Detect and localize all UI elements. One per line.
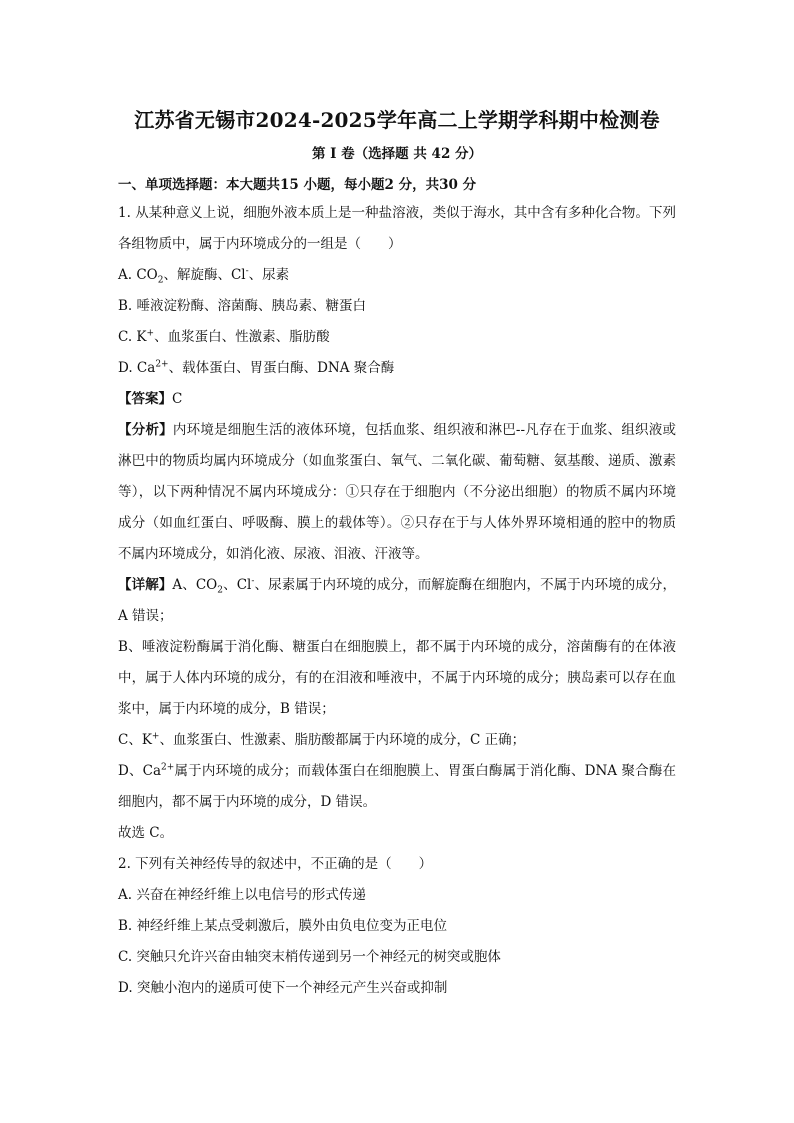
- question-1-detail-a: [118, 570, 676, 632]
- detail-a-text-end: 、尿素属于内环境的成分，而解旋酶在细胞内，不属于内环境的成分，A 错误；: [118, 577, 677, 624]
- option-a-text-end: 、尿素: [248, 267, 290, 283]
- question-1-option-c: [118, 322, 676, 353]
- answer-tag: 【答案】: [118, 391, 172, 407]
- question-1-option-a: [118, 260, 676, 291]
- section-heading: 一、单项选择题：本大题共15 小题，每小题2 分，共30 分: [118, 177, 477, 193]
- question-2-option-b: B. 神经纤维上某点受刺激后，膜外由负电位变为正电位: [118, 918, 448, 934]
- detail-a-superscript: -: [251, 576, 255, 587]
- detail-a-subscript: 2: [217, 585, 223, 596]
- question-2-option-c: C. 突触只允许兴奋由轴突末梢传递到另一个神经元的树突或胞体: [118, 949, 501, 965]
- question-1-stem: 1. 从某种意义上说，细胞外液本质上是一种盐溶液，类似于海水，其中含有多种化合物。下列各组物质中，属于内环境成分的一组是（ ）: [118, 205, 676, 252]
- detail-c-text-end: 、血浆蛋白、性激素、脂肪酸都属于内环境的成分，C 正确；: [159, 732, 526, 748]
- question-1-answer: [118, 384, 676, 415]
- detail-a-text: A、CO: [172, 577, 218, 593]
- option-d-superscript: 2+: [155, 359, 169, 370]
- detail-c-superscript: +: [151, 731, 160, 742]
- detail-d-text-end: 属于内环境的成分；而载体蛋白在细胞膜上、胃蛋白酶属于消化酶、DNA 聚合酶在细胞内，都不属于内环境的成分，D 错误。: [118, 763, 676, 810]
- option-d-text-end: 、载体蛋白、胃蛋白酶、DNA 聚合酶: [168, 360, 395, 376]
- question-2-stem: 2. 下列有关神经传导的叙述中，不正确的是（ ）: [118, 856, 433, 872]
- analysis-tag: 【分析】: [118, 422, 173, 438]
- option-a-text: A. CO: [118, 267, 158, 283]
- option-d-text: D. Ca: [118, 360, 156, 376]
- analysis-text: 内环境是细胞生活的液体环境，包括血浆、组织液和淋巴--凡存在于血浆、组织液或淋巴中的物质均属内环境成分（如血浆蛋白、氧气、二氧化碳、葡萄糖、氨基酸、递质、激素等），以下两种情况不属内环境成分：①只存在于细胞内（不分泌出细胞）的物质不属内环境成分（如血红蛋白、呼吸酶、膜上的载体等）。②只存在于与人体外界环境相通的腔中的物质不属内环境成分，如消化液、尿液、泪液、汗液等。: [118, 422, 677, 562]
- option-c-text: C. K: [118, 329, 147, 345]
- document-title: 江苏省无锡市2024-2025学年高二上学期学科期中检测卷: [134, 108, 660, 132]
- detail-a-text-mid: 、Cl: [223, 577, 252, 593]
- detail-c-text: C、K: [118, 732, 152, 748]
- question-2-option-a: A. 兴奋在神经纤维上以电信号的形式传递: [118, 887, 366, 903]
- option-a-text-mid: 、解旋酶、Cl: [163, 267, 246, 283]
- document-subtitle: 第 I 卷（选择题 共 42 分）: [311, 146, 483, 162]
- option-a-superscript: -: [245, 266, 249, 277]
- option-a-subscript: 2: [157, 275, 164, 286]
- answer-value: C: [172, 391, 183, 407]
- question-1-detail-b: B、唾液淀粉酶属于消化酶、糖蛋白在细胞膜上，都不属于内环境的成分，溶菌酶有的在体液中，属于人体内环境的成分，有的在泪液和唾液中，不属于内环境的成分；胰岛素可以存在血浆中，属于内环境的成分，B 错误；: [118, 639, 676, 717]
- question-1-option-d: [118, 353, 676, 384]
- detail-d-superscript: 2+: [161, 762, 175, 773]
- option-c-text-end: 、血浆蛋白、性激素、脂肪酸: [154, 329, 330, 345]
- question-2-option-d: D. 突触小泡内的递质可使下一个神经元产生兴奋或抑制: [118, 980, 448, 996]
- question-1-conclusion: 故选 C。: [118, 825, 174, 841]
- detail-d-text: D、Ca: [118, 763, 162, 779]
- detail-tag: 【详解】: [118, 577, 173, 593]
- question-1-option-b: B. 唾液淀粉酶、溶菌酶、胰岛素、糖蛋白: [118, 298, 367, 314]
- question-1-analysis: [118, 415, 676, 570]
- question-1-detail-c: [118, 725, 676, 756]
- question-1-detail-d: [118, 756, 676, 818]
- option-c-superscript: +: [146, 328, 155, 339]
